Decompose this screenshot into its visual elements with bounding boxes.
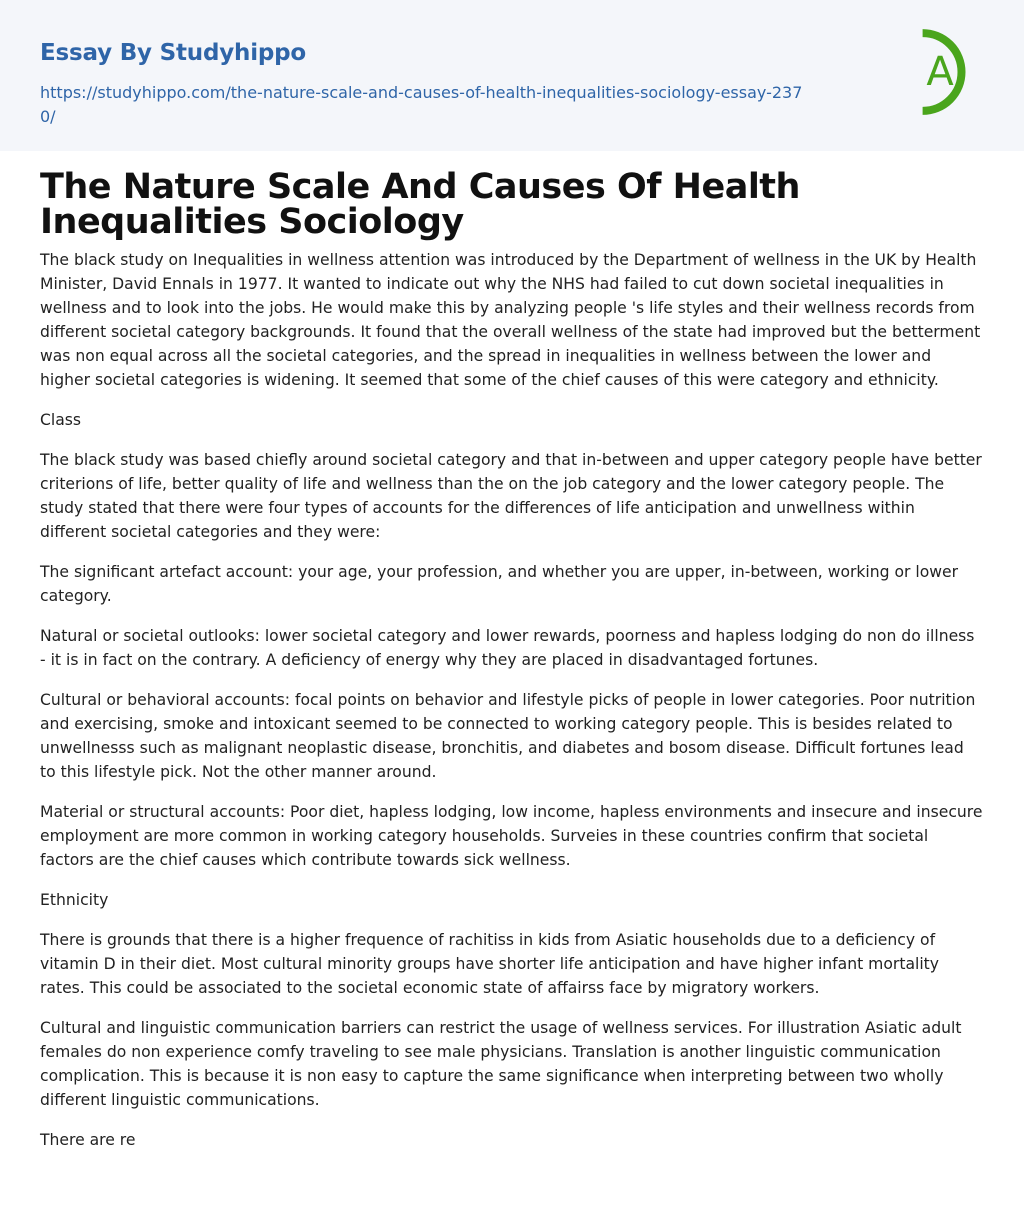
section-heading-ethnicity: Ethnicity	[40, 891, 109, 909]
paragraph-class-overview: The black study was based chiefly around societal category and that in-between and upper category people have better criterions of life, better quality of life and wellness than the on the job category and the lower category people. The study stated that there were four types of accounts for the differences of life anticipation and unwellness within different societal categories and they were:	[40, 451, 982, 541]
paragraph-language-barriers: Cultural and linguistic communication barriers can restrict the usage of wellness services. For illustration Asiatic adult females do non experience comfy traveling to see male physicians. Translation is another linguistic communication complication. This is because it is non easy to capture the same significance when interpreting between two wholly different linguistic communications.	[40, 1019, 962, 1109]
paragraph-cultural-accounts: Cultural or behavioral accounts: focal points on behavior and lifestyle picks of people in lower categories. Poor nutrition and exercising, smoke and intoxicant seemed to be connected to working category people. This is besides related to unwellnesss such as malignant neoplastic disease, bronchitis, and diabetes and bosom disease. Difficult fortunes lead to this lifestyle pick. Not the other manner around.	[40, 691, 976, 781]
paragraph-truncated: There are re	[40, 1131, 136, 1149]
essay-content	[40, 167, 984, 1168]
site-brand[interactable]: Essay By Studyhippo	[40, 40, 307, 66]
paragraph-natural-outlooks: Natural or societal outlooks: lower societal category and lower rewards, poorness and hapless lodging do non do illness - it is in fact on the contrary. A deficiency of energy why they are placed in disadvantaged fortunes.	[40, 627, 975, 669]
paragraph-material-accounts: Material or structural accounts: Poor diet, hapless lodging, low income, hapless environments and insecure and insecure employment are more common in working category households. Surveies in these countries confirm that societal factors are the chief causes which contribute towards sick wellness.	[40, 803, 983, 869]
site-header	[0, 0, 1024, 151]
essay-url-link[interactable]: https://studyhippo.com/the-nature-scale-and-causes-of-health-inequalities-sociology-essay-2370/	[40, 83, 803, 126]
paragraph-artefact-account: The significant artefact account: your age, your profession, and whether you are upper, in-between, working or lower category.	[40, 563, 959, 605]
logo-letter: A	[926, 49, 954, 95]
essay-title: The Nature Scale And Causes Of Health Inequalities Sociology	[40, 167, 800, 242]
studyhippo-logo-icon[interactable]	[910, 28, 988, 116]
paragraph-ethnicity-evidence: There is grounds that there is a higher frequence of rachitiss in kids from Asiatic households due to a deficiency of vitamin D in their diet. Most cultural minority groups have shorter life anticipation and have higher infant mortality rates. This could be associated to the societal economic state of affairss face by migratory workers.	[40, 931, 940, 997]
section-heading-class: Class	[40, 411, 82, 429]
paragraph-intro: The black study on Inequalities in wellness attention was introduced by the Department of wellness in the UK by Health Minister, David Ennals in 1977. It wanted to indicate out why the NHS had failed to cut down societal inequalities in wellness and to look into the jobs. He would make this by analyzing people 's life styles and their wellness records from different societal category backgrounds. It found that the overall wellness of the state had improved but the betterment was non equal across all the societal categories, and the spread in inequalities in wellness between the lower and higher societal categories is widening. It seemed that some of the chief causes of this were category and ethnicity.	[40, 251, 981, 389]
